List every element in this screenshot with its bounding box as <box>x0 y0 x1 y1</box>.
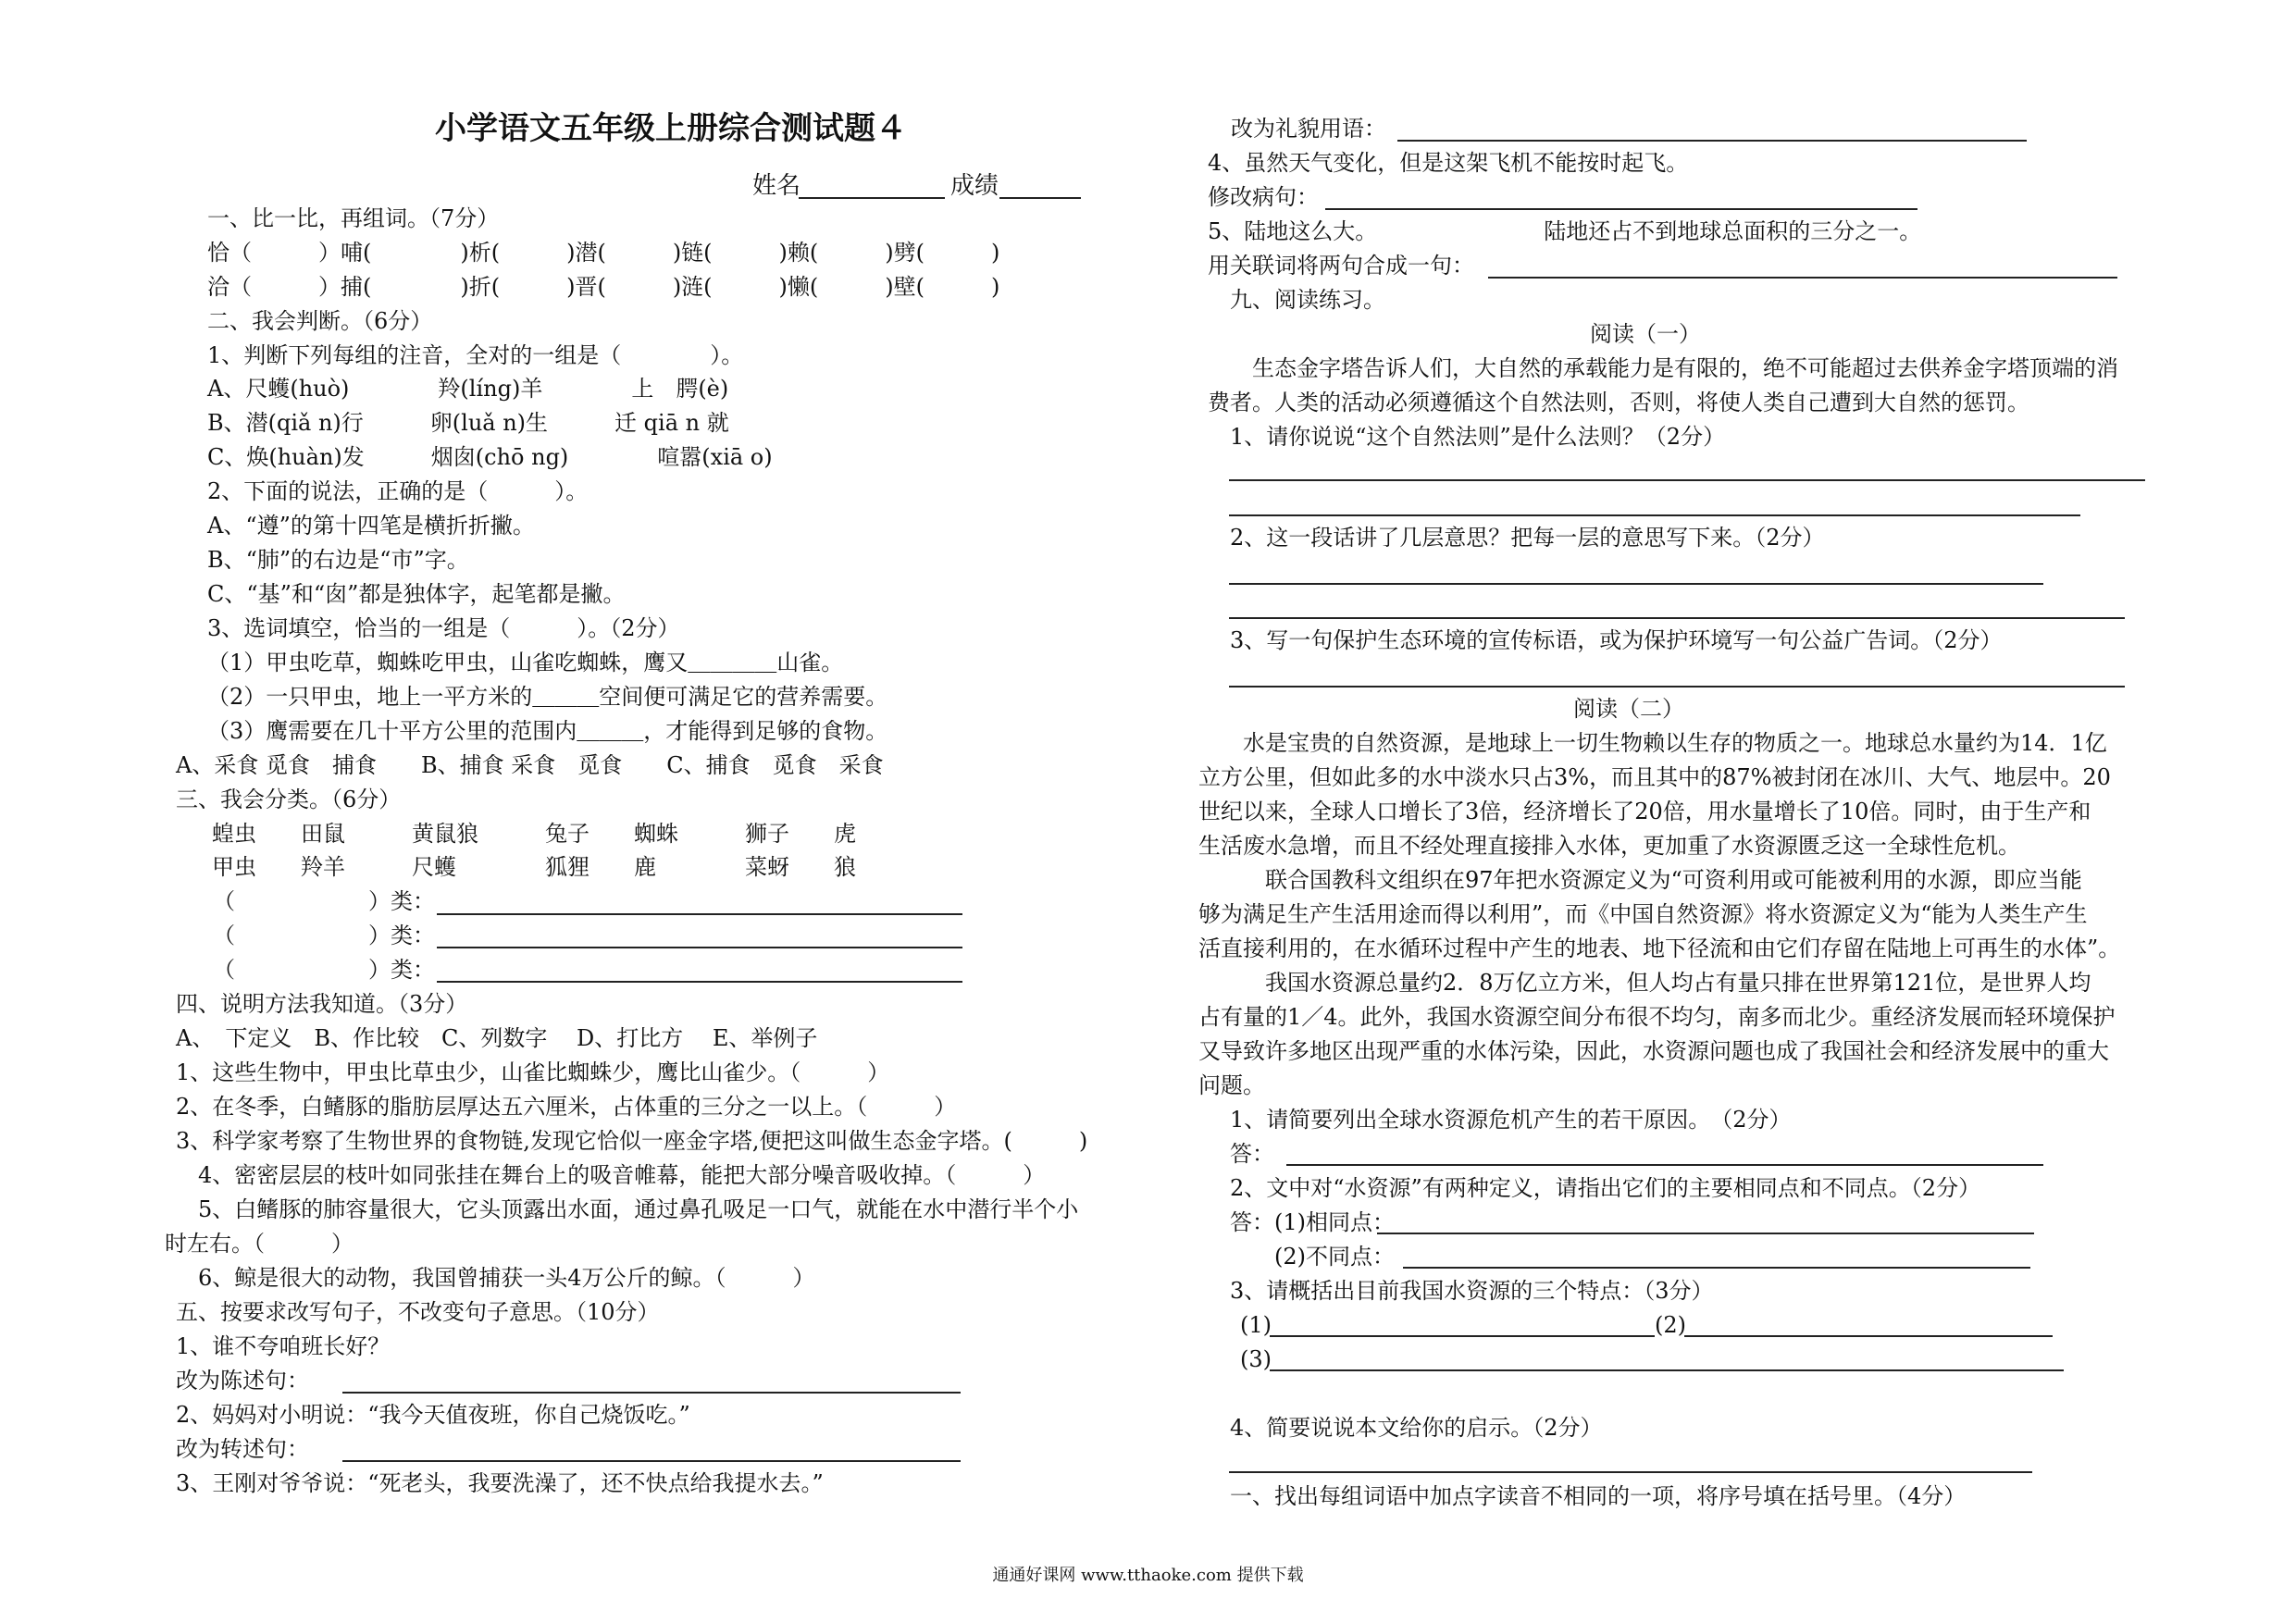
classify-blank-3[interactable] <box>437 981 962 983</box>
right-line: 答： <box>1208 1141 1274 1167</box>
right-line: 够为满足生产生活用途而得以利用”，而《中国自然资源》将水资源定义为“能为人类生产生 <box>1198 901 2088 927</box>
answer-line[interactable] <box>1229 617 2125 619</box>
answer-line[interactable] <box>1270 1369 2064 1371</box>
name-blank[interactable] <box>799 197 945 199</box>
answer-blank-reported[interactable] <box>342 1460 961 1462</box>
left-line: 5、白鳍豚的肺容量很大，它头顶露出水面，通过鼻孔吸足一口气，就能在水中潜行半个小 <box>176 1196 1079 1222</box>
left-line: 3、科学家考察了生物世界的食物链,发现它恰似一座金字塔,便把这叫做生态金字塔。( ) <box>176 1128 1088 1154</box>
answer-line[interactable] <box>1229 1471 2032 1473</box>
left-line: 4、密密层层的枝叶如同张挂在舞台上的吸音帷幕，能把大部分噪音吸收掉。（ ） <box>176 1162 1046 1188</box>
answer-line[interactable] <box>1377 1233 2034 1234</box>
left-line: 蝗虫 田鼠 黄鼠狼 兔子 蜘蛛 狮子 虎 <box>190 821 856 847</box>
left-line: C、“基”和“囱”都是独体字，起笔都是撇。 <box>207 581 626 607</box>
classify-blank-2[interactable] <box>437 947 962 948</box>
left-line: 甲虫 羚羊 尺蠖 狐狸 鹿 菜蚜 狼 <box>190 854 856 880</box>
right-line: 4、虽然天气变化，但是这架飞机不能按时起飞。 <box>1208 150 1689 176</box>
left-line: 1、这些生物中，甲虫比草虫少，山雀比蜘蛛少，鹰比山雀少。（ ） <box>176 1059 890 1085</box>
right-line: 2、这一段话讲了几层意思？把每一层的意思写下来。（2分） <box>1208 525 1825 551</box>
answer-line[interactable] <box>1229 686 2125 688</box>
right-line: 答：(1)相同点： <box>1208 1209 1395 1235</box>
right-line: 4、简要说说本文给你的启示。（2分） <box>1208 1415 1603 1441</box>
answer-line[interactable] <box>1286 1164 2043 1166</box>
left-line: 三、我会分类。（6分） <box>176 787 402 812</box>
answer-blank-polite[interactable] <box>1397 140 2027 142</box>
left-line: （1）甲虫吃草，蜘蛛吃甲虫，山雀吃蜘蛛，鹰又＿＿＿＿山雀。 <box>207 650 844 675</box>
left-line: A、“遵”的第十四笔是横折折撇。 <box>207 513 535 539</box>
name-label: 姓名 <box>752 172 801 200</box>
right-line: 2、文中对“水资源”有两种定义，请指出它们的主要相同点和不同点。（2分） <box>1208 1175 1981 1201</box>
right-line: 我国水资源总量约2．8万亿立方米，但人均占有量只排在世界第121位，是世界人均 <box>1198 970 2091 996</box>
left-line: 改为转述句： <box>176 1436 309 1462</box>
left-line: 洽（ ）捕( )折( )晋( )涟( )懒( )壁( ) <box>207 274 1000 300</box>
left-line: 二、我会判断。（6分） <box>207 308 433 334</box>
left-line: （3）鹰需要在几十平方公里的范围内＿＿＿，才能得到足够的食物。 <box>207 718 888 744</box>
right-line: 问题。 <box>1198 1072 1265 1098</box>
left-line: 四、说明方法我知道。（3分） <box>176 991 468 1017</box>
right-line: 3、写一句保护生态环境的宣传标语，或为保护环境写一句公益广告词。（2分） <box>1208 627 2003 653</box>
right-line: 占有量的1／4。此外，我国水资源空间分布很不均匀，南多而北少。重经济发展而轻环境保护 <box>1198 1004 2116 1030</box>
right-line: 生态金字塔告诉人们，大自然的承载能力是有限的，绝不可能超过去供养金字塔顶端的消 <box>1208 355 2118 381</box>
right-line: 水是宝贵的自然资源，是地球上一切生物赖以生存的物质之一。地球总水量约为14．1亿 <box>1198 730 2107 756</box>
left-line: 1、谁不夸咱班长好？ <box>176 1333 391 1359</box>
left-line: 3、王刚对爷爷说：“死老头，我要洗澡了，还不快点给我提水去。” <box>176 1470 824 1496</box>
right-line: 5、陆地这么大。 陆地还占不到地球总面积的三分之一。 <box>1208 218 1922 244</box>
left-line: （ ）类： <box>213 923 435 948</box>
right-line: 九、阅读练习。 <box>1208 287 1385 313</box>
right-line: 1、请简要列出全球水资源危机产生的若干原因。 （2分） <box>1208 1107 1792 1133</box>
score-blank[interactable] <box>999 197 1081 199</box>
right-line: 3、请概括出目前我国水资源的三个特点：（3分） <box>1208 1278 1714 1304</box>
answer-line[interactable] <box>1229 514 2080 516</box>
left-line: C、焕(huàn)发 烟囱(chō ng) 喧嚣(xiā o) <box>207 444 773 470</box>
score-label: 成绩 <box>950 172 999 200</box>
right-line: 生活废水急增，而且不经处理直接排入水体，更加重了水资源匮乏这一全球性危机。 <box>1198 833 2020 859</box>
right-line: 费者。人类的活动必须遵循这个自然法则，否则，将使人类自己遭到大自然的惩罚。 <box>1208 390 2029 415</box>
left-line: （2）一只甲虫，地上一平方米的＿＿＿空间便可满足它的营养需要。 <box>207 684 888 710</box>
left-line: （ ）类： <box>213 888 435 914</box>
right-line: 联合国教科文组织在97年把水资源定义为“可资利用或可能被利用的水源，即应当能 <box>1198 867 2082 893</box>
right-line: (2)不同点： <box>1208 1244 1395 1270</box>
reading-2-title: 阅读（二） <box>1573 696 1684 722</box>
right-line: 1、请你说说“这个自然法则”是什么法则？（2分） <box>1208 424 1726 450</box>
right-line: (2) <box>1655 1312 1686 1338</box>
answer-line[interactable] <box>1270 1335 1655 1337</box>
right-line: 修改病句： <box>1208 184 1319 210</box>
right-line: 立方公里，但如此多的水中淡水只占3%，而且其中的87%被封闭在冰川、大气、地层中。20 <box>1198 764 2111 790</box>
answer-blank-declarative[interactable] <box>342 1392 961 1394</box>
right-line: 一、找出每组词语中加点字读音不相同的一项，将序号填在括号里。（4分） <box>1208 1483 1967 1509</box>
answer-blank-fix[interactable] <box>1325 208 1917 210</box>
reading-1-title: 阅读（一） <box>1590 321 1701 347</box>
right-line: (1) <box>1240 1312 1272 1338</box>
left-line: 一、比一比，再组词。（7分） <box>207 205 500 231</box>
left-line: 改为陈述句： <box>176 1368 309 1394</box>
right-line: (3) <box>1240 1346 1272 1372</box>
right-line: 改为礼貌用语： <box>1231 116 1386 142</box>
left-line: 6、鲸是很大的动物，我国曾捕获一头4万公斤的鲸。（ ） <box>176 1265 815 1291</box>
left-line: 恰（ ）哺( )析( )潜( )链( )赖( )劈( ) <box>207 240 1000 266</box>
left-line: 五、按要求改写句子，不改变句子意思。（10分） <box>176 1299 660 1325</box>
page-title: 小学语文五年级上册综合测试题４ <box>435 110 907 147</box>
left-line: B、“肺”的右边是“市”字。 <box>207 547 469 573</box>
answer-line[interactable] <box>1229 479 2145 481</box>
right-line: 活直接利用的，在水循环过程中产生的地表、地下径流和由它们存留在陆地上可再生的水体”。 <box>1198 935 2121 961</box>
left-line: 1、判断下列每组的注音，全对的一组是（ ）。 <box>207 342 744 368</box>
left-line: 2、下面的说法，正确的是（ ）。 <box>207 478 589 504</box>
answer-line[interactable] <box>1229 583 2043 585</box>
left-line: 3、选词填空，恰当的一组是（ ）。（2分） <box>207 615 680 641</box>
answer-line[interactable] <box>1403 1267 2030 1269</box>
left-line: A、尺蠖(huò) 羚(líng)羊 上 腭(è) <box>207 376 729 402</box>
answer-line[interactable] <box>1684 1335 2053 1337</box>
right-line: 又导致许多地区出现严重的水体污染，因此，水资源问题也成了我国社会和经济发展中的重大 <box>1198 1038 2109 1064</box>
left-line: B、潜(qiǎ n)行 卵(luǎ n)生 迁 qiā n 就 <box>207 410 729 436</box>
left-line: 2、妈妈对小明说：“我今天值夜班，你自己烧饭吃。” <box>176 1402 690 1428</box>
right-line: 世纪以来，全球人口增长了3倍，经济增长了20倍，用水量增长了10倍。同时，由于生产和 <box>1198 799 2091 824</box>
left-line: A、采食 觅食 捕食 B、捕食 采食 觅食 C、捕食 觅食 采食 <box>176 752 884 778</box>
right-line: 用关联词将两句合成一句： <box>1208 253 1474 279</box>
answer-blank-combine[interactable] <box>1488 277 2117 279</box>
left-line: 时左右。（ ） <box>165 1231 354 1257</box>
classify-blank-1[interactable] <box>437 913 962 915</box>
left-line: A、 下定义 B、作比较 C、列数字 D、打比方 E、举例子 <box>176 1025 818 1051</box>
left-line: 2、在冬季，白鳍豚的脂肪层厚达五六厘米，占体重的三分之一以上。（ ） <box>176 1094 957 1120</box>
page-footer: 通通好课网 www.tthaoke.com 提供下载 <box>992 1566 1304 1585</box>
left-line: （ ）类： <box>213 957 435 983</box>
